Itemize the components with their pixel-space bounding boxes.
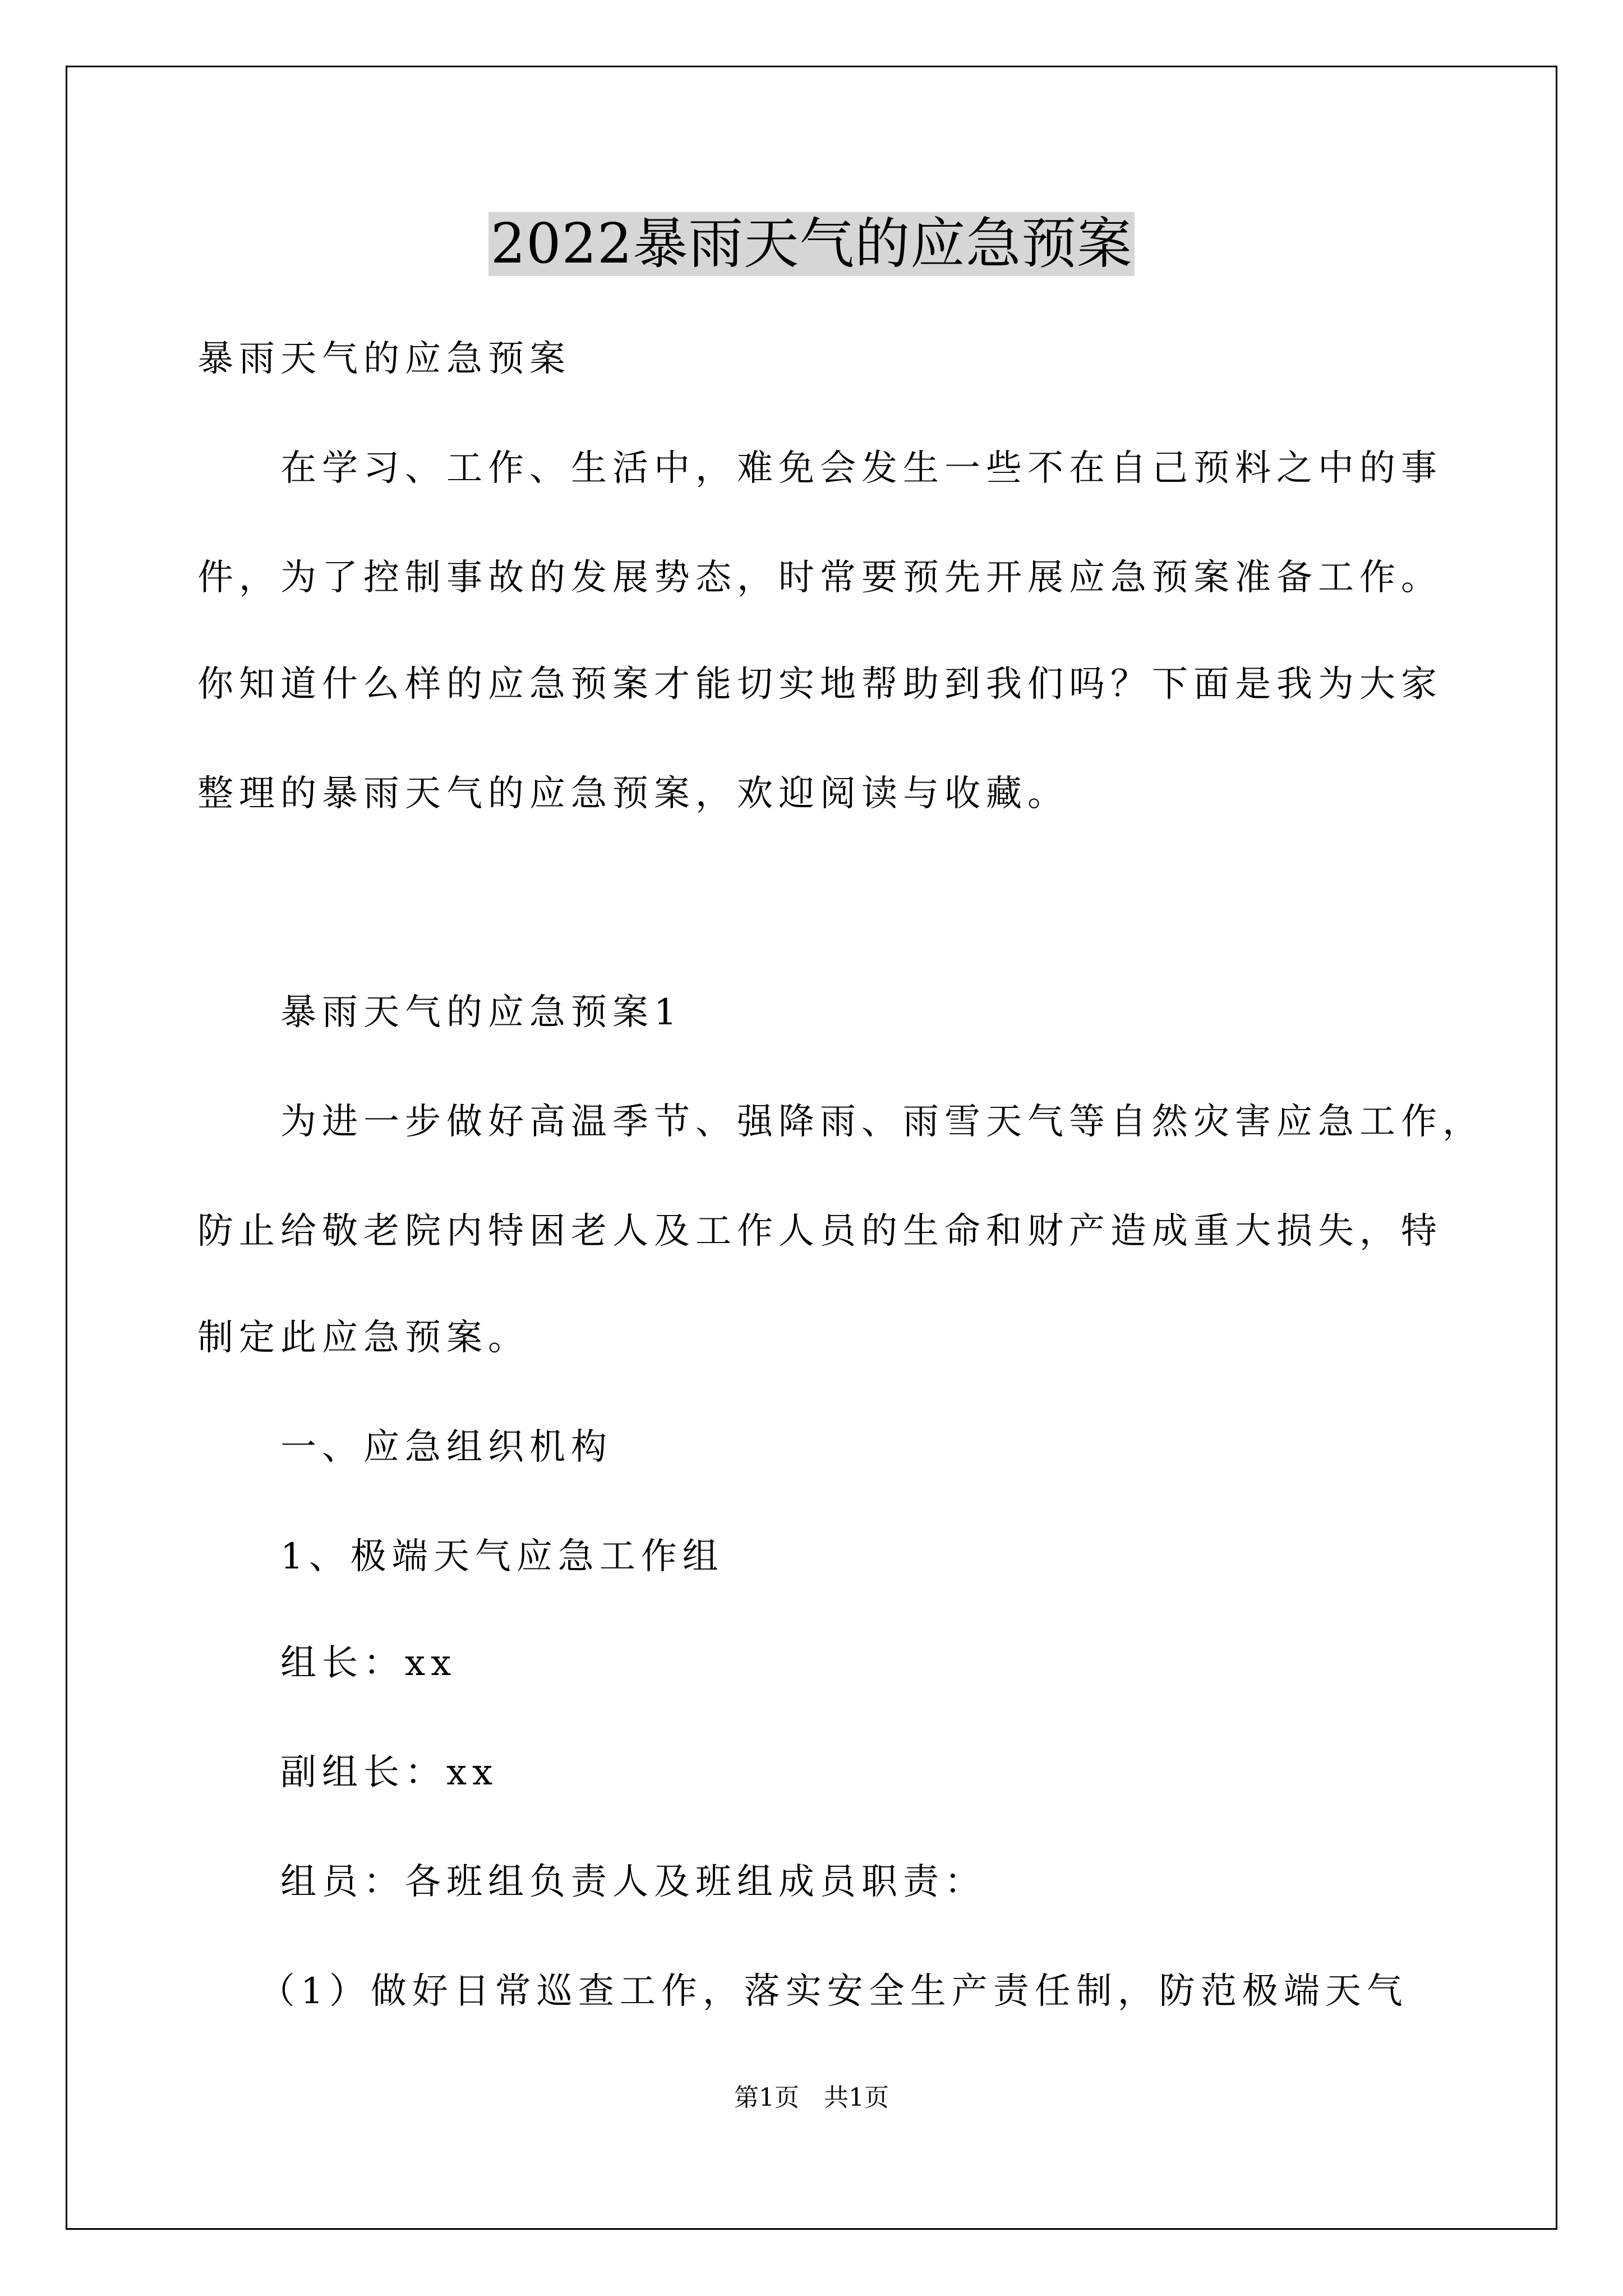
paragraph-line: 在学习、工作、生活中，难免会发生一些不在自己预料之中的事 <box>280 448 1442 489</box>
subsection-heading: 1、极端天气应急工作组 <box>280 1536 724 1577</box>
document-title <box>0 205 1623 283</box>
paragraph-line: 整理的暴雨天气的应急预案，欢迎阅读与收藏。 <box>197 773 1069 815</box>
paragraph-line: （1）做好日常巡查工作，落实安全生产责任制，防范极端天气 <box>259 1971 1408 2012</box>
paragraph-line: 副组长：xx <box>280 1752 499 1793</box>
paragraph-line: 为进一步做好高温季节、强降雨、雨雪天气等自然灾害应急工作， <box>280 1101 1484 1143</box>
paragraph-line: 组长：xx <box>280 1642 457 1684</box>
paragraph-line: 防止给敬老院内特困老人及工作人员的生命和财产造成重大损失，特 <box>197 1211 1442 1252</box>
section-heading: 一、应急组织机构 <box>280 1427 612 1468</box>
paragraph-line: 你知道什么样的应急预案才能切实地帮助到我们吗？下面是我为大家 <box>197 664 1442 705</box>
section-heading: 暴雨天气的应急预案1 <box>280 992 683 1033</box>
paragraph-line: 制定此应急预案。 <box>197 1317 529 1359</box>
document-title-text: 2022暴雨天气的应急预案 <box>488 212 1135 276</box>
page-footer: 第1页 共1页 <box>734 2083 889 2112</box>
subtitle-line: 暴雨天气的应急预案 <box>197 338 571 380</box>
paragraph-line: 组员：各班组负责人及班组成员职责： <box>280 1861 986 1903</box>
paragraph-line: 件，为了控制事故的发展势态，时常要预先开展应急预案准备工作。 <box>197 557 1442 599</box>
